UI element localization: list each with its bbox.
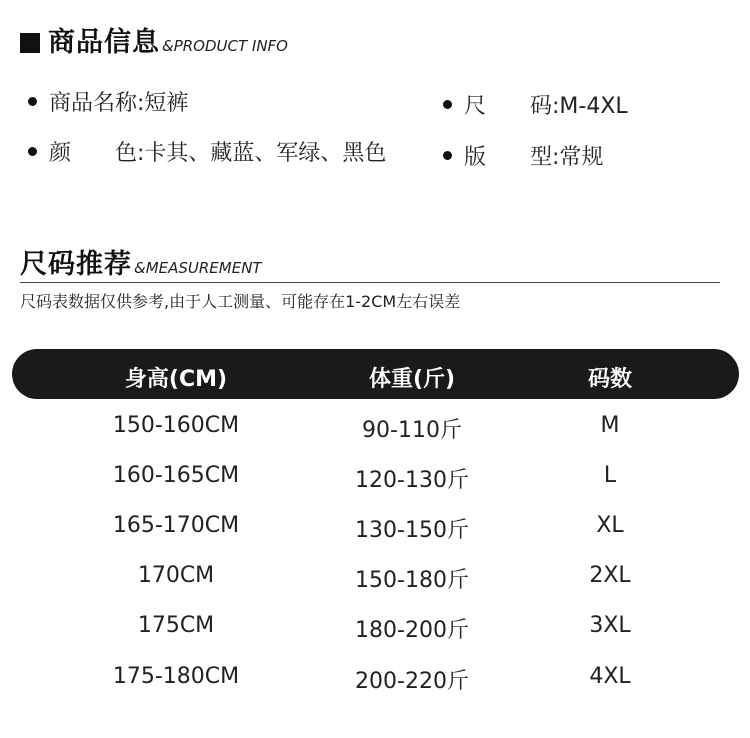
measurement-heading <box>20 242 262 281</box>
info-item-color <box>28 136 386 167</box>
info-item-label: 颜 色:卡其、藏蓝、军绿、黑色 <box>49 141 387 166</box>
cell-size: L <box>603 463 617 488</box>
cell-size: XL <box>596 513 624 538</box>
cell-weight: 130-150斤 <box>355 518 469 543</box>
table-row <box>0 664 750 714</box>
column-header-height: 身高(CM) <box>124 367 228 392</box>
cell-size: 4XL <box>589 664 631 689</box>
bullet-icon <box>443 151 452 160</box>
cell-height: 175CM <box>137 613 215 638</box>
table-row <box>0 563 750 613</box>
bullet-icon <box>443 100 452 109</box>
table-row <box>0 463 750 513</box>
heading-square-icon <box>20 33 40 53</box>
cell-height: 165-170CM <box>112 513 240 538</box>
cell-size: M <box>600 413 620 438</box>
cell-height: 170CM <box>137 563 215 588</box>
divider <box>20 282 720 283</box>
cell-size: 2XL <box>589 563 631 588</box>
column-header-size: 码数 <box>587 367 633 392</box>
measurement-note: 尺码表数据仅供参考,由于人工测量、可能存在1-2CM左右误差 <box>20 292 461 311</box>
cell-height: 150-160CM <box>112 413 240 438</box>
cell-weight: 180-200斤 <box>355 618 469 643</box>
cell-weight: 200-220斤 <box>355 669 469 694</box>
measurement-subtitle: &MEASUREMENT <box>134 259 262 277</box>
cell-size: 3XL <box>589 613 631 638</box>
info-item-label: 尺 码:M-4XL <box>464 94 628 119</box>
bullet-icon <box>28 97 37 106</box>
cell-height: 160-165CM <box>112 463 240 488</box>
cell-height: 175-180CM <box>112 664 240 689</box>
cell-weight: 90-110斤 <box>362 418 462 443</box>
product-info-heading <box>20 20 288 59</box>
cell-weight: 120-130斤 <box>355 468 469 493</box>
measurement-title: 尺码推荐 <box>20 249 132 280</box>
cell-weight: 150-180斤 <box>355 568 469 593</box>
bullet-icon <box>28 147 37 156</box>
product-info-subtitle: &PRODUCT INFO <box>162 37 288 55</box>
info-item-size <box>443 89 628 120</box>
size-table-header <box>12 349 739 399</box>
product-info-title: 商品信息 <box>48 27 160 58</box>
info-item-label: 版 型:常规 <box>464 145 604 170</box>
info-item-name <box>28 86 188 117</box>
table-row <box>0 513 750 563</box>
table-row <box>0 613 750 663</box>
column-header-weight: 体重(斤) <box>368 367 456 392</box>
table-row <box>0 413 750 463</box>
info-item-label: 商品名称:短裤 <box>49 91 189 116</box>
info-item-fit <box>443 140 603 171</box>
